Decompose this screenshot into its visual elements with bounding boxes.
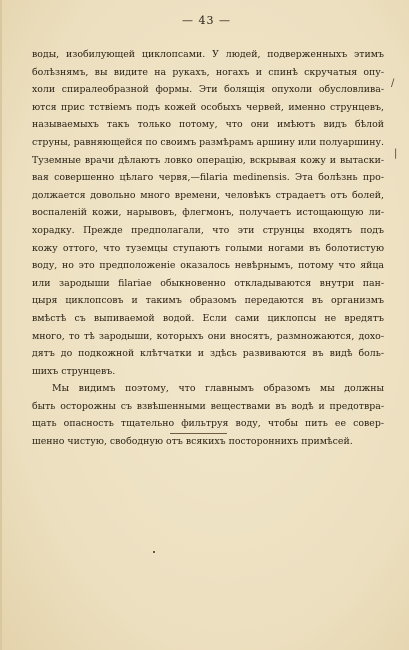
text-line: шенно чистую, свободную отъ всякихъ постороннихъ примѣсей.: [32, 436, 353, 448]
text-line: шихъ струнцевъ.: [32, 365, 116, 377]
margin-mark: |: [394, 148, 398, 159]
text-line: струны, равняющейся по своимъ размѣрамъ аршину или полуаршину.: [32, 136, 384, 148]
text-line: ются прис тствіемъ подъ кожей особыхъ червей, именно струнцевъ,: [32, 101, 384, 113]
page-number: — 43 —: [182, 14, 231, 27]
body-text: [32, 46, 384, 451]
ink-dot: [153, 551, 155, 553]
text-line: Туземные врачи дѣлаютъ ловко операцію, вскрывая кожу и вытаски-: [32, 154, 384, 166]
text-line: быть осторожны съ взвѣшенными веществами въ водѣ и предотвра-: [32, 400, 384, 412]
text-line: вая совершенно цѣлаго червя,—filaria medinensis. Эта болѣзнь про-: [32, 172, 384, 184]
margin-mark: /: [391, 78, 395, 89]
text-line: щать опасность тщательно фильтруя воду, чтобы пить ее совер-: [32, 418, 384, 430]
text-line: называемыхъ такъ только потому, что они имѣютъ видъ бѣлой: [32, 119, 384, 131]
paragraph-1: [32, 46, 384, 380]
text-line: Мы видимъ поэтому, что главнымъ образомъ мы должны: [52, 383, 384, 395]
text-line: кожу оттого, что туземцы ступаютъ голыми ногами въ болотистую: [32, 242, 384, 254]
section-separator: [170, 433, 227, 434]
text-line: хорадку. Прежде предполагали, что эти струнцы входятъ подъ: [32, 224, 384, 236]
text-line: или зародыши filariae обыкновенно откладываются внутри пан-: [32, 277, 384, 289]
text-line: воспаленій кожи, нарывовъ, флегмонъ, получаетъ истощающую ли-: [32, 207, 384, 219]
text-line: много, то тѣ зародыши, которыхъ они вносятъ, размножаются, дохо-: [32, 330, 384, 342]
text-line: дятъ до подкожной клѣтчатки и здѣсь развиваются въ видѣ боль-: [32, 348, 384, 360]
text-line: воду, но это предположеніе оказалось невѣрнымъ, потому что яйца: [32, 260, 384, 272]
text-line: болѣзнямъ, вы видите на рукахъ, ногахъ и спинѣ скручатыя опу-: [32, 66, 384, 78]
text-line: воды, изобилующей циклопсами. У людей, подверженныхъ этимъ: [32, 49, 384, 60]
text-line: цыря циклопсовъ и такимъ образомъ передаются въ организмъ: [32, 295, 384, 307]
paragraph-2: [32, 380, 384, 450]
text-line: холи спиралеобразной формы. Эти болящія опухоли обусловлива-: [32, 84, 384, 96]
text-line: должается довольно много времени, человѣкъ страдаетъ отъ болей,: [32, 189, 384, 201]
text-line: вмѣстѣ съ выпиваемой водой. Если сами циклопсы не вредятъ: [32, 312, 384, 324]
